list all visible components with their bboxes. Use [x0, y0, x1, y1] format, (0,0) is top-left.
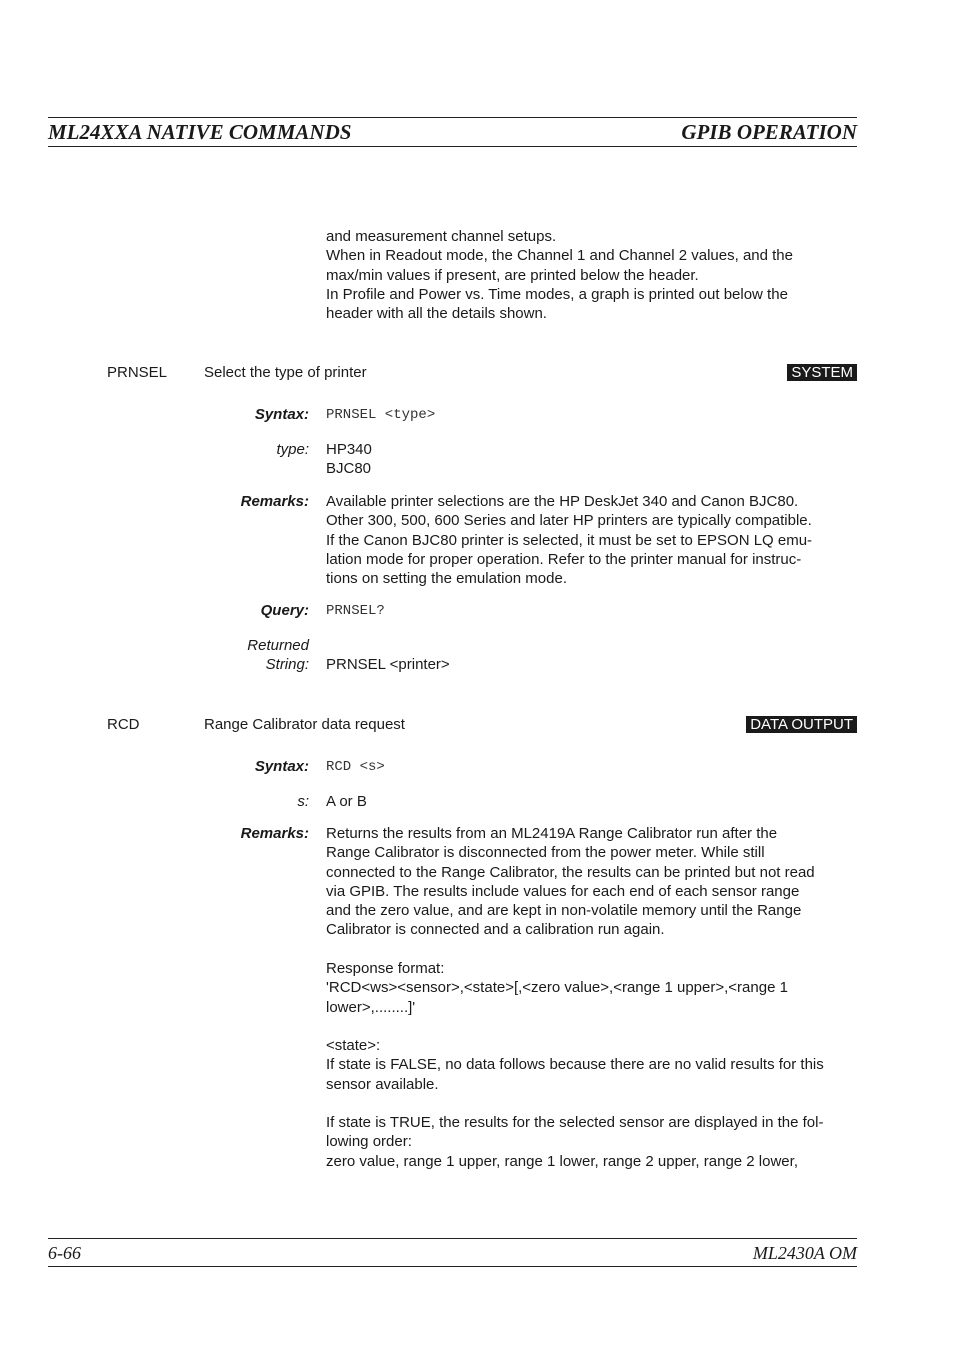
rcd-category-tag: DATA OUTPUT: [746, 716, 857, 733]
prnsel-category-tag: SYSTEM: [787, 364, 857, 381]
prnsel-query-label: Query:: [260, 602, 309, 619]
type-value: BJC80: [326, 460, 372, 478]
type-value: HP340: [326, 441, 372, 458]
text-line: zero value, range 1 upper, range 1 lower, range 2 upper, range 2 lower,: [326, 1152, 798, 1170]
text-line: In Profile and Power vs. Time modes, a graph is printed out below the: [326, 285, 788, 303]
text-line: via GPIB. The results include values for each end of each sensor range: [326, 882, 800, 900]
text-line: and measurement channel setups.: [326, 228, 557, 245]
text-line: Range Calibrator is disconnected from the power meter. While still: [326, 844, 765, 862]
intro-paragraph: [326, 227, 860, 323]
rcd-command-description: Range Calibrator data request: [204, 716, 405, 733]
page-number: 6-66: [48, 1243, 81, 1263]
header-chapter-title: GPIB OPERATION: [681, 120, 857, 144]
prnsel-returned-label: [247, 636, 309, 675]
rcd-command-name: RCD: [107, 716, 140, 733]
text-line: 'RCD<ws><sensor>,<state>[,<zero value>,<range 1 upper>,<range 1: [326, 979, 788, 997]
text-line: header with all the details shown.: [326, 305, 547, 323]
rcd-syntax-label: Syntax:: [254, 758, 309, 775]
text-line: Returns the results from an ML2419A Range Calibrator run after the: [326, 825, 778, 842]
prnsel-syntax: PRNSEL <type>: [326, 407, 436, 423]
prnsel-type-label: type:: [276, 441, 309, 458]
text-line: <state>:: [326, 1037, 381, 1054]
rcd-s-label: s:: [297, 793, 309, 810]
text-line: lation mode for proper operation. Refer to the printer manual for instruc-: [326, 550, 802, 568]
text-line: sensor available.: [326, 1075, 439, 1093]
rcd-syntax: RCD <s>: [326, 759, 385, 775]
prnsel-command-name: PRNSEL: [107, 364, 168, 381]
prnsel-query: PRNSEL?: [326, 603, 385, 619]
text-line: tions on setting the emulation mode.: [326, 570, 567, 588]
prnsel-type-values: [326, 440, 860, 479]
text-line: If the Canon BJC80 printer is selected, it must be set to EPSON LQ emu-: [326, 531, 813, 549]
page-header: [48, 117, 857, 147]
text-line: Response format:: [326, 960, 445, 977]
returned-label-line: Returned: [247, 637, 309, 654]
text-line: connected to the Range Calibrator, the results can be printed but not read: [326, 863, 815, 881]
rcd-true-description: [326, 1113, 860, 1171]
rcd-remarks-label: Remarks:: [240, 825, 309, 842]
rcd-response-format: [326, 959, 860, 1017]
prnsel-returned-string: PRNSEL <printer>: [326, 656, 450, 673]
prnsel-command-description: Select the type of printer: [204, 364, 367, 381]
rcd-remarks: [326, 824, 860, 940]
text-line: Other 300, 500, 600 Series and later HP printers are typically compatible.: [326, 512, 812, 530]
text-line: Available printer selections are the HP DeskJet 340 and Canon BJC80.: [326, 493, 799, 510]
header-section-title: ML24XXA NATIVE COMMANDS: [48, 120, 352, 144]
text-line: lowing order:: [326, 1133, 412, 1151]
returned-label-line: String:: [265, 656, 309, 674]
text-line: Calibrator is connected and a calibration run again.: [326, 921, 665, 939]
prnsel-syntax-label: Syntax:: [254, 406, 309, 423]
prnsel-remarks: [326, 492, 860, 588]
text-line: If state is FALSE, no data follows because there are no valid results for this: [326, 1056, 824, 1074]
text-line: When in Readout mode, the Channel 1 and Channel 2 values, and the: [326, 247, 793, 265]
text-line: If state is TRUE, the results for the selected sensor are displayed in the fol-: [326, 1114, 824, 1131]
text-line: lower>,........]': [326, 998, 416, 1016]
prnsel-remarks-label: Remarks:: [240, 493, 309, 510]
manual-title: ML2430A OM: [752, 1243, 857, 1263]
rcd-state-description: [326, 1036, 860, 1094]
text-line: and the zero value, and are kept in non-volatile memory until the Range: [326, 902, 802, 920]
page-footer: [48, 1238, 857, 1267]
text-line: max/min values if present, are printed below the header.: [326, 266, 699, 284]
rcd-s-value: A or B: [326, 793, 367, 810]
